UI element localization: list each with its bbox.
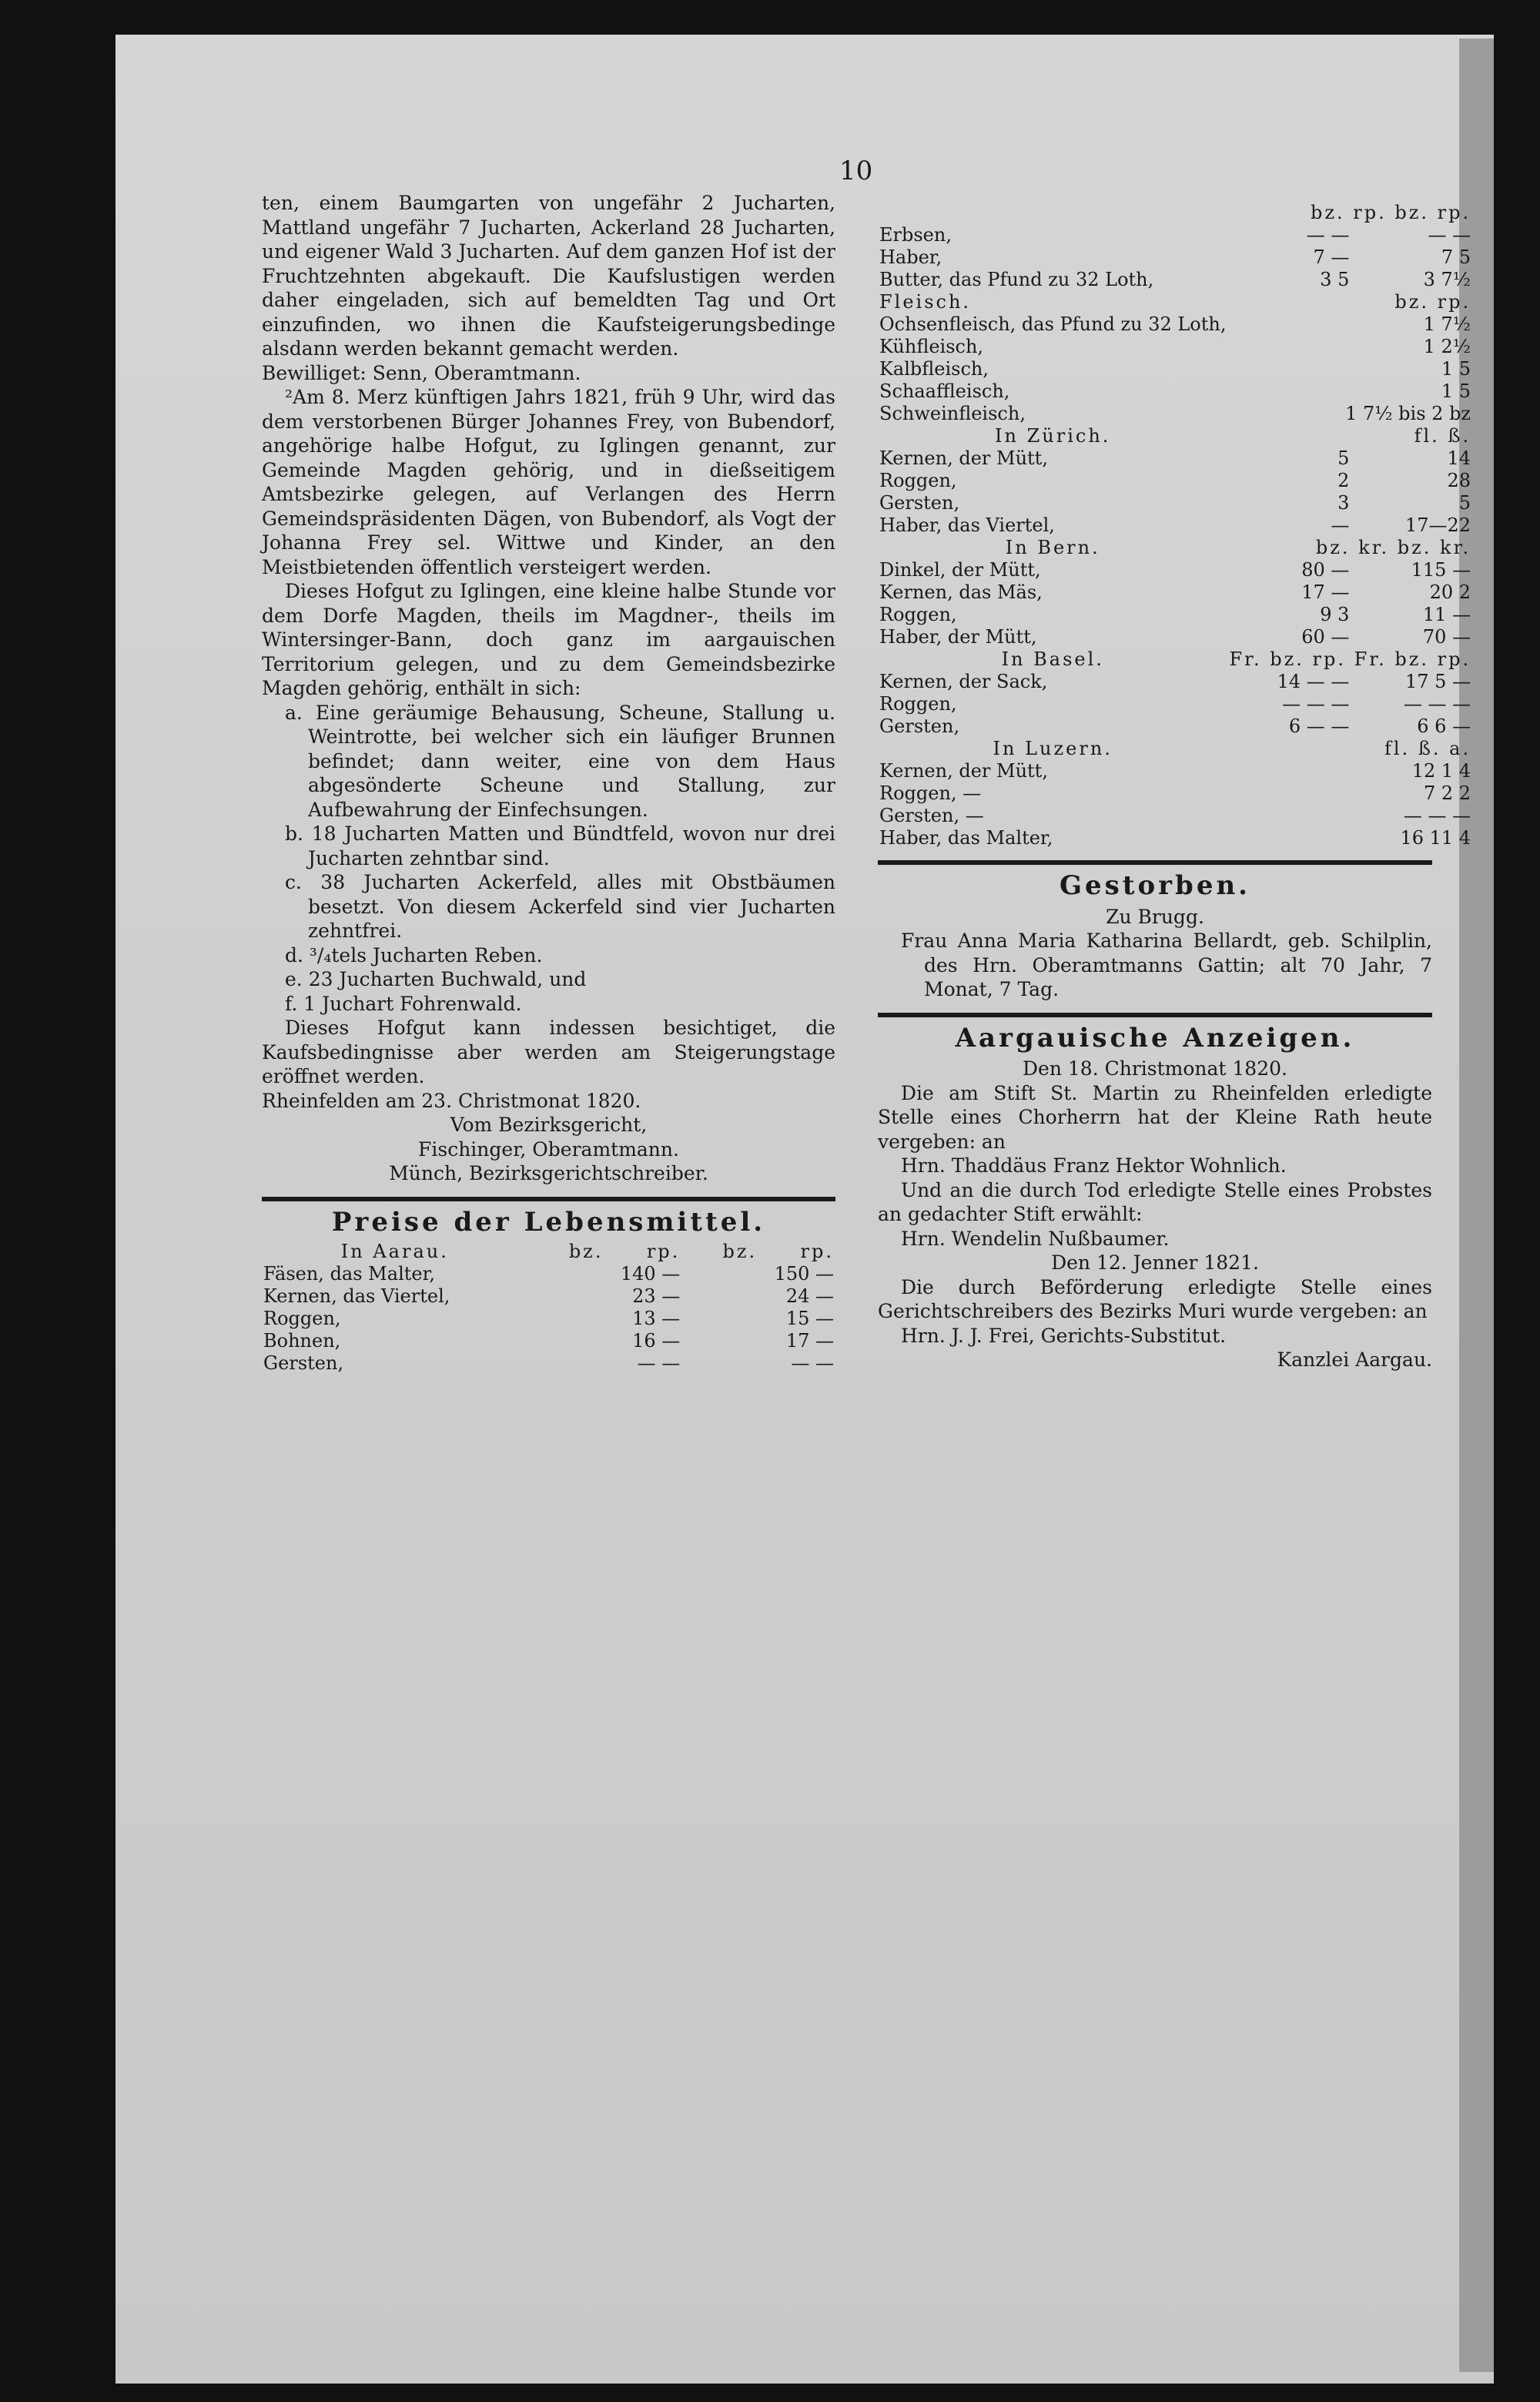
price-high: 28 (1447, 470, 1471, 491)
unit-header: bz. rp. (1394, 291, 1471, 313)
price-high: 115 — (1411, 559, 1471, 581)
item-name: Gersten, (263, 1352, 344, 1374)
price-low: 7 — (1313, 246, 1350, 268)
price-low: 140 — (620, 1263, 681, 1285)
price-low (1227, 805, 1351, 827)
table-row (262, 1285, 835, 1308)
item-name: Haber, (879, 246, 942, 268)
item-name: Ochsenfleisch, das Pfund zu 32 Loth, (879, 313, 1227, 335)
price-low: 6 — — (1288, 715, 1350, 737)
left-column (262, 191, 835, 1375)
table-row (878, 693, 1472, 715)
table-row (878, 380, 1472, 403)
price-high: — — (791, 1352, 834, 1374)
price-low (1227, 782, 1351, 805)
price-low: 14 — — (1277, 671, 1350, 692)
section-label: In Luzern. (993, 738, 1113, 759)
court-line: Münch, Bezirksgerichtschreiber. (389, 1162, 708, 1184)
table-row (878, 358, 1472, 380)
prices-heading: Preise der Lebensmittel. (331, 1206, 766, 1238)
unit-header: rp. (800, 1241, 834, 1262)
court-line: Vom Bezirksgericht, (450, 1114, 648, 1136)
table-row (878, 827, 1472, 849)
price-high: 20 2 (1429, 581, 1471, 603)
price-low: 13 — (632, 1308, 681, 1329)
price-low: 2 (1337, 470, 1350, 491)
table-row (878, 760, 1472, 782)
deaths-heading: Gestorben. (1059, 870, 1251, 901)
price-value: 1 5 (1441, 358, 1471, 380)
table-row (878, 246, 1472, 269)
section-label: In Basel. (1001, 648, 1104, 670)
aarau-price-table (262, 1241, 835, 1375)
list-item: a. Eine geräumige Behausung, Scheune, Stallung u. Weintrotte, bei welcher sich ein läufiger Brunnen befindet; dann weiter, eine von dem Haus abgesönderte Scheune und Stallung, zur Aufbewahrung der Einfechsungen. (285, 701, 835, 821)
price-low (1227, 827, 1351, 849)
table-row (262, 1330, 835, 1352)
unit-header: bz. kr. bz. kr. (1315, 537, 1471, 558)
unit-header: bz. rp. bz. rp. (1310, 202, 1471, 223)
price-high: 70 — (1422, 626, 1471, 648)
list-item: b. 18 Jucharten Matten und Bündtfeld, wovon nur drei Jucharten zehntbar sind. (285, 822, 835, 869)
unit-header: fl. ß. a. (1384, 738, 1471, 759)
price-low: — (1331, 514, 1350, 536)
item-name: Haber, das Viertel, (879, 514, 1055, 536)
price-low: 16 — (632, 1330, 681, 1352)
item-name: Haber, das Malter, (879, 827, 1053, 849)
table-row (878, 403, 1472, 425)
item-name: Kernen, der Mütt, (879, 447, 1048, 469)
notice-name: Hrn. Wendelin Nußbaumer. (901, 1227, 1170, 1250)
unit-header: bz. (568, 1241, 604, 1262)
item-name: Roggen, — (879, 782, 982, 804)
price-high: 15 — (785, 1308, 834, 1329)
price-high: 7 5 (1441, 246, 1471, 268)
price-high: 17 — (785, 1330, 834, 1352)
table-row (878, 626, 1472, 648)
table-row (878, 470, 1472, 492)
table-row (878, 671, 1472, 693)
permission-signature: Bewilliget: Senn, Oberamtmann. (262, 361, 581, 384)
notice-date: Den 18. Christmonat 1820. (1023, 1057, 1287, 1080)
price-value: 1 2½ (1423, 336, 1471, 357)
table-row (262, 1263, 835, 1285)
table-row (262, 1308, 835, 1330)
table-row (878, 514, 1472, 537)
table-row (878, 805, 1472, 827)
price-high: 3 7½ (1423, 269, 1471, 290)
table-row (878, 447, 1472, 470)
notices-heading: Aargauische Anzeigen. (955, 1022, 1355, 1054)
list-item: e. 23 Jucharten Buchwald, und (285, 968, 587, 990)
item-name: Schweinfleisch, (879, 403, 1026, 424)
table-row (878, 336, 1472, 358)
list-item: c. 38 Jucharten Ackerfeld, alles mit Obstbäumen besetzt. Von diesem Ackerfeld sind vier Jucharten zehntfrei. (285, 871, 835, 942)
table-row (262, 1352, 835, 1375)
price-high: 150 — (774, 1263, 834, 1285)
price-low: 3 (1337, 492, 1350, 514)
price-low: 5 (1337, 447, 1350, 469)
price-value: 1 5 (1441, 380, 1471, 402)
section-rule (878, 1013, 1432, 1017)
price-low (1227, 760, 1351, 782)
price-high: 24 — (785, 1285, 834, 1307)
price-high: 5 (1458, 492, 1471, 514)
item-name: Schaaffleisch, (879, 380, 1010, 402)
price-high: 17—22 (1405, 514, 1471, 536)
intro-paragraph: ten, einem Baumgarten von ungefähr 2 Jucharten, Mattland ungefähr 7 Jucharten, Ackerland 28 Jucharten, und eigener Wald 3 Jucharten. Auf dem ganzen Hof ist der Fruchtzehnten abgekauft. Die Kaufslustigen werden daher eingeladen, sich auf bemeldten Tag und Ort einzufinden, wo ihnen die Kaufsteigerungsbedinge alsdann werden bekannt gemacht werden. (262, 192, 835, 360)
price-low: 80 — (1301, 559, 1350, 581)
death-notice: Frau Anna Maria Katharina Bellardt, geb. Schilplin, des Hrn. Oberamtmanns Gattin; alt 70 Jahr, 7 Monat, 7 Tag. (901, 930, 1432, 1000)
item-name: Roggen, (879, 604, 957, 625)
closing-paragraph: Dieses Hofgut kann indessen besichtiget, die Kaufsbedingnisse aber werden am Steigerungstage eröffnet werden. (262, 1017, 835, 1087)
page-number: 10 (839, 156, 873, 186)
table-row (878, 269, 1472, 291)
item-name: Roggen, (879, 470, 957, 491)
unit-header: fl. ß. (1414, 425, 1471, 447)
notice-name: Hrn. Thaddäus Franz Hektor Wohnlich. (901, 1154, 1287, 1177)
item-name: Kernen, das Mäs, (879, 581, 1043, 603)
unit-header: Fr. bz. rp. Fr. bz. rp. (1229, 648, 1471, 670)
notice-text: Die am Stift St. Martin zu Rheinfelden erledigte Stelle eines Chorherrn hat der Kleine Rath heute vergeben: an (878, 1081, 1432, 1153)
price-low: 23 — (632, 1285, 681, 1307)
price-low: — — (1306, 224, 1350, 246)
price-high: — — — (1403, 805, 1471, 826)
price-low: — — — (1282, 693, 1350, 715)
section-label: Fleisch. (879, 291, 972, 313)
price-high: 16 11 4 (1400, 827, 1471, 849)
list-item: d. ³/₄tels Jucharten Reben. (285, 943, 543, 966)
item-name: Dinkel, der Mütt, (879, 559, 1041, 581)
price-high: 12 1 4 (1411, 760, 1471, 782)
court-line: Fischinger, Oberamtmann. (418, 1137, 679, 1161)
price-low: 9 3 (1320, 604, 1350, 625)
table-row (878, 715, 1472, 738)
item-name: Erbsen, (879, 224, 952, 246)
section-label: In Bern. (1005, 537, 1100, 558)
item-name: Butter, das Pfund zu 32 Loth, (879, 269, 1154, 290)
table-row (878, 604, 1472, 626)
price-value: 1 7½ bis 2 bz (1345, 403, 1471, 424)
item-name: Gersten, (879, 715, 960, 737)
description-paragraph: Dieses Hofgut zu Iglingen, eine kleine halbe Stunde vor dem Dorfe Magden, theils im Magdner-, theils im Wintersinger-Bann, doch ganz im aargauischen Territorium gelegen, und zu dem Gemeindsbezirke Magden gehörig, enthält in sich: (262, 580, 835, 699)
item-name: Bohnen, (263, 1330, 341, 1352)
item-name: Haber, der Mütt, (879, 626, 1037, 648)
table-row (878, 559, 1472, 581)
price-low: 3 5 (1320, 269, 1350, 290)
auction-paragraph: ²Am 8. Merz künftigen Jahrs 1821, früh 9 Uhr, wird das dem verstorbenen Bürger Johannes Frey, von Bubendorf, angehörige halbe Hofgut, zu Iglingen genannt, zur Gemeinde Magden gehörig, und in dießseitigem Amtsbezirke gelegen, auf Verlangen des Herrn Gemeindspräsidenten Dägen, von Bubendorf, als Vogt der Johanna Frey sel. Wittwe und Kinder, an den Meistbietenden öffentlich versteigert werden. (262, 386, 835, 578)
notice-date: Den 12. Jenner 1821. (1051, 1251, 1259, 1274)
notice-name: Hrn. J. J. Frei, Gerichts-Substitut. (901, 1324, 1227, 1347)
price-value: 1 7½ (1423, 313, 1471, 335)
price-high: 17 5 — (1405, 671, 1471, 692)
list-item: f. 1 Juchart Fohrenwald. (285, 992, 522, 1015)
table-row (878, 313, 1472, 336)
location-label: Zu Brugg. (1106, 905, 1204, 928)
unit-header: bz. (722, 1241, 758, 1262)
notice-text: Die durch Beförderung erledigte Stelle eines Gerichtschreibers des Bezirks Muri wurde vergeben: an (878, 1275, 1432, 1322)
table-row (878, 224, 1472, 246)
right-column (878, 202, 1471, 1372)
item-name: Roggen, (879, 693, 957, 715)
item-name: Kalbfleisch, (879, 358, 989, 380)
price-high: 6 6 — (1417, 715, 1471, 737)
chancellery-signature: Kanzlei Aargau. (1277, 1348, 1432, 1371)
right-price-table (878, 202, 1472, 849)
table-row (878, 492, 1472, 514)
item-name: Gersten, — (879, 805, 984, 826)
table-row (878, 782, 1472, 805)
section-label: In Aarau. (340, 1241, 449, 1262)
place-date: Rheinfelden am 23. Christmonat 1820. (262, 1089, 641, 1112)
section-label: In Zürich. (995, 425, 1111, 447)
item-name: Gersten, (879, 492, 960, 514)
section-rule (878, 860, 1432, 865)
price-low: 17 — (1301, 581, 1350, 603)
item-name: Fäsen, das Malter, (263, 1263, 436, 1285)
section-rule (262, 1197, 835, 1201)
unit-header: rp. (646, 1241, 681, 1262)
notice-text: Und an die durch Tod erledigte Stelle eines Probstes an gedachter Stift erwählt: (878, 1178, 1432, 1225)
price-high: 7 2 2 (1424, 782, 1471, 804)
item-name: Kernen, das Viertel, (263, 1285, 450, 1307)
price-low: — — (637, 1352, 681, 1374)
price-high: — — — (1403, 693, 1471, 715)
item-name: Kernen, der Mütt, (879, 760, 1048, 782)
price-high: 14 (1447, 447, 1471, 469)
item-name: Kühfleisch, (879, 336, 984, 357)
item-name: Kernen, der Sack, (879, 671, 1048, 692)
price-high: — — (1428, 224, 1471, 246)
item-name: Roggen, (263, 1308, 341, 1329)
table-row (878, 581, 1472, 604)
price-low: 60 — (1301, 626, 1350, 648)
price-high: 11 — (1422, 604, 1471, 625)
